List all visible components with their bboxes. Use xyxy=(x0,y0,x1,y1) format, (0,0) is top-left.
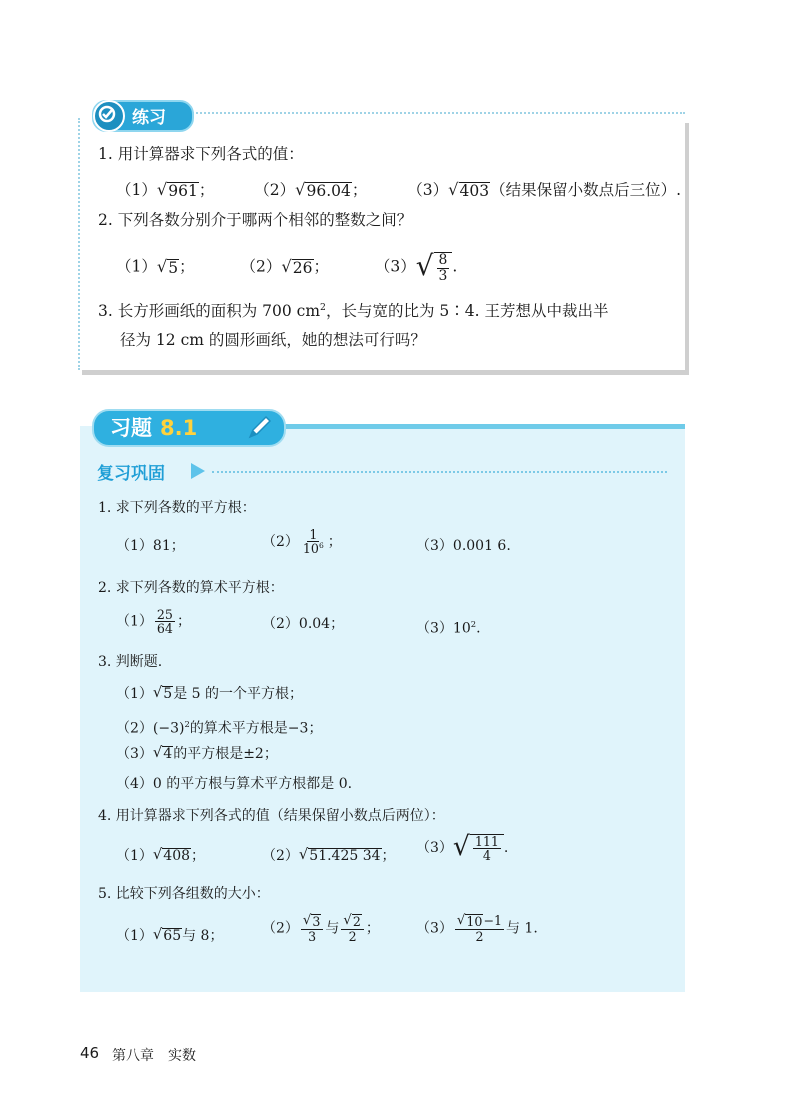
sqrt-5: √ 5 xyxy=(156,256,179,277)
sqrt-96.04: √ 96.04 xyxy=(295,179,351,200)
exercise-q2-p3: $(3)10^2$. xyxy=(416,619,481,637)
exercise-q1-p3: （3）0.001 6. xyxy=(416,538,511,554)
review-arrow-icon xyxy=(191,463,205,479)
exercise-title: 习题 8.1 xyxy=(110,416,198,440)
exercise-q3-s3: （3） √ 4 的平方根是±2； xyxy=(116,743,278,762)
sqrt-26: √ 26 xyxy=(281,256,313,277)
practice-badge-icon xyxy=(93,100,125,132)
practice-q1-text: 1. 用计算器求下列各式的值： xyxy=(98,145,304,163)
practice-q2-parts: （1） √ 5 ； （2） √ 26 ； （3） √ $\frac{8}{3}$ . xyxy=(116,249,458,284)
pencil-icon xyxy=(246,413,274,445)
sqrt-8-over-3: √ $\frac{8}{3}$ xyxy=(416,252,453,283)
exercise-q1-p1: （1）81； xyxy=(116,538,185,554)
exercise-q2-text: 2. 求下列各数的算术平方根： xyxy=(98,580,284,596)
sqrt-961: √ 961 xyxy=(156,179,198,200)
page-number: 46 xyxy=(80,1044,100,1062)
exercise-q3-s1: （1） √ 5 是 5 的一个平方根； xyxy=(116,683,304,702)
exercise-q4-p3: （3） √ $\frac{111}{4}$ . xyxy=(416,831,509,864)
exercise-number: 8.1 xyxy=(160,416,198,440)
sqrt-403: √ 403 xyxy=(448,179,490,200)
exercise-q4-p1: （1） √ 408 ； xyxy=(116,845,206,864)
exercise-q4-p2: （2） √ 51.425 34 ； xyxy=(262,845,396,864)
exercise-q1-p2: （2） $\frac{1}{10^6}$ ； xyxy=(262,527,342,557)
exercise-top-border xyxy=(280,424,685,429)
exercise-q1-text: 1. 求下列各数的平方根： xyxy=(98,500,256,516)
exercise-q4-text: 4. 用计算器求下列各式的值（结果保留小数点后两位）： xyxy=(98,808,445,824)
practice-title: 练习 xyxy=(132,108,166,128)
exercise-q2-p2: （2）0.04； xyxy=(262,616,345,632)
practice-q2-text: 2. 下列各数分别介于哪两个相邻的整数之间？ xyxy=(98,211,413,229)
exercise-q5-p3: （3） √ 10 −1 2 与 1. xyxy=(416,913,538,944)
practice-q3-line1: 3. 长方形画纸的面积为 700 $cm^2$，长与宽的比为 5∶4. 王芳想从中裁出半 xyxy=(98,302,609,321)
review-section-title: 复习巩固 xyxy=(97,464,165,484)
exercise-q5-text: 5. 比较下列各组数的大小： xyxy=(98,886,270,902)
exercise-q5-p2: （2） √ 3 3 与 √ 2 2 ； xyxy=(262,913,380,944)
practice-top-border xyxy=(185,112,685,114)
exercise-q5-p1: （1） √ 65 与 8； xyxy=(116,925,224,944)
practice-q1-parts: （1） √ 961 ； （2） √ 96.04 ； （3） √ 403 （结果保留小数点后三位）. xyxy=(116,179,682,200)
exercise-q3-s2: $(2)(-3)^2$的算术平方根是−3； xyxy=(116,719,323,737)
review-divider xyxy=(212,471,667,473)
exercise-q2-p1: （1） $\frac{25}{64}$ ； xyxy=(116,607,191,637)
practice-q3-line2: 径为 12 cm 的圆形画纸，她的想法可行吗？ xyxy=(120,331,426,349)
exercise-q3-text: 3. 判断题. xyxy=(98,654,163,670)
exercise-q3-s4: （4）0 的平方根与算术平方根都是 0. xyxy=(116,776,353,792)
chapter-title: 第八章 实数 xyxy=(112,1048,196,1064)
